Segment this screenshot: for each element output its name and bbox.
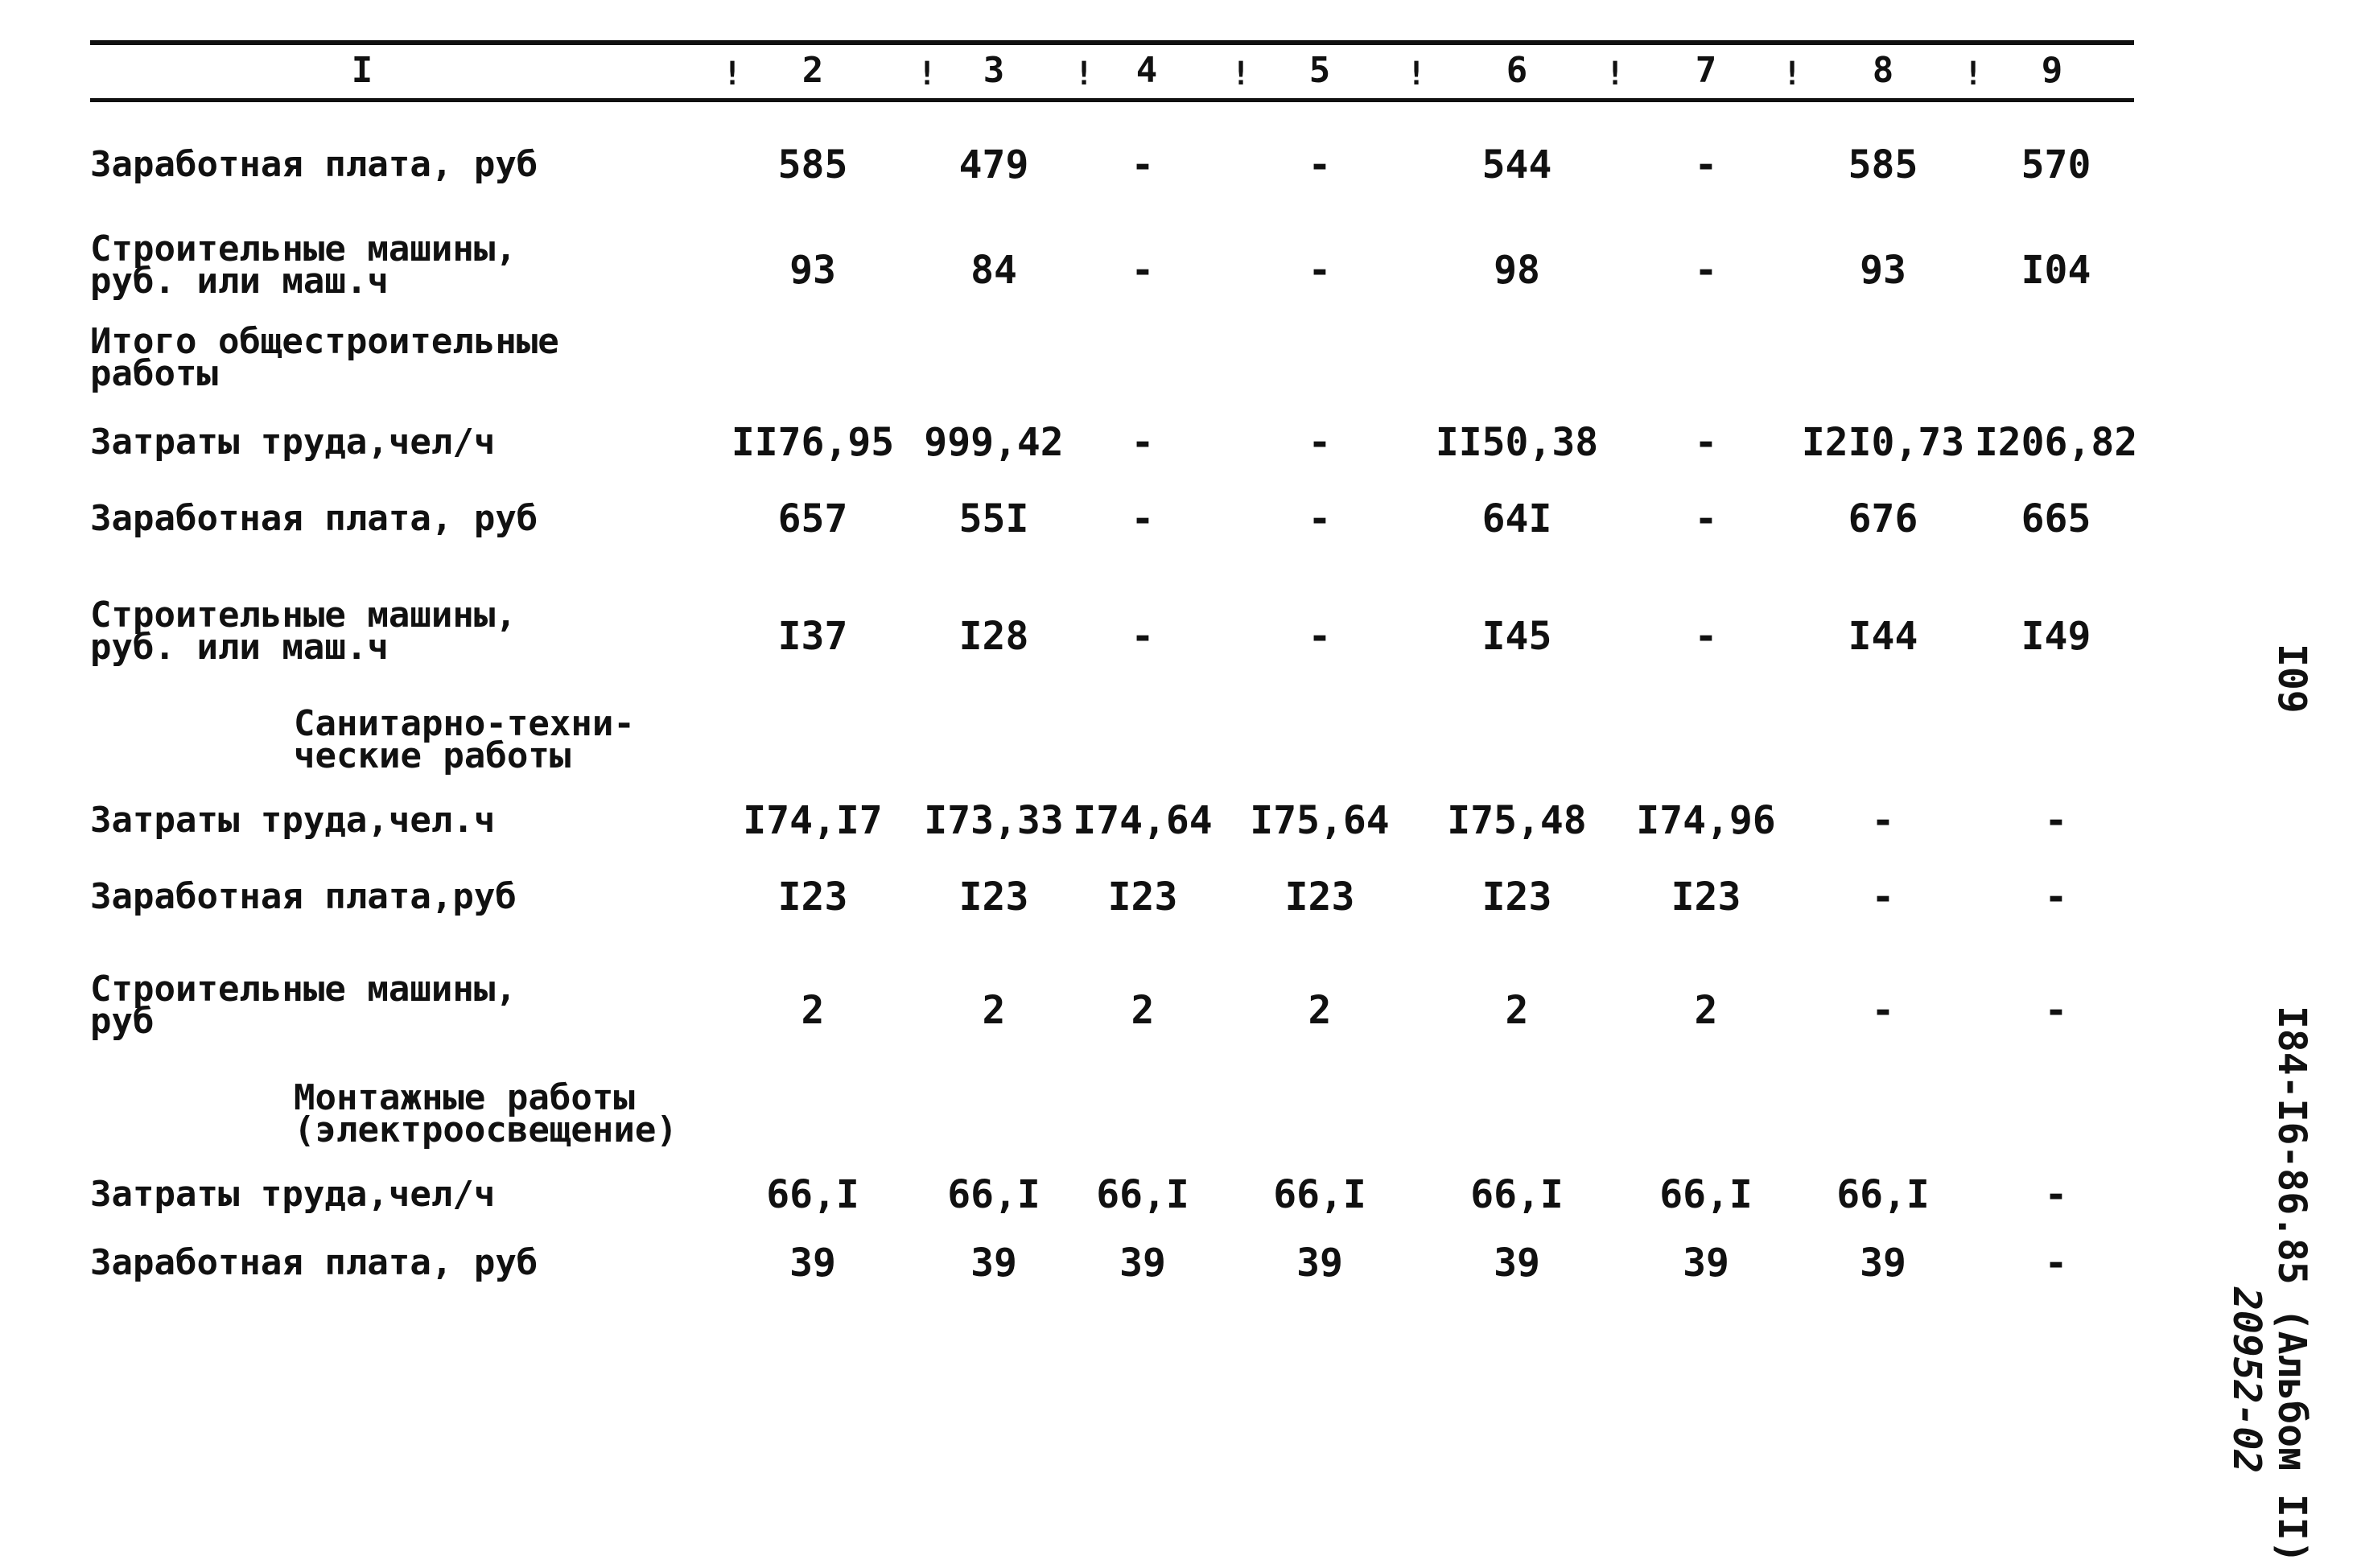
table-cell: 39 — [1296, 1241, 1343, 1286]
row-label — [90, 321, 559, 394]
table-cell: I44 — [1848, 614, 1918, 659]
row-label — [90, 1174, 496, 1215]
table-cell: I75,48 — [1447, 798, 1587, 843]
row-label-line: Строительные машины, — [90, 228, 517, 270]
table-cell: 66,I — [1096, 1172, 1189, 1217]
table-cell: - — [2044, 798, 2068, 843]
row-label-line: Заработная плата, руб — [90, 1242, 538, 1283]
column-separator: ! — [1231, 56, 1251, 93]
row-label — [90, 876, 517, 917]
table-cell: 66,I — [1470, 1172, 1564, 1217]
table-cell: 39 — [1860, 1241, 1906, 1286]
table-cell: I206,82 — [1974, 420, 2138, 465]
column-separator: ! — [917, 56, 937, 93]
table-cell: 665 — [2021, 496, 2091, 541]
row-label — [90, 498, 538, 539]
table-cell: - — [1694, 142, 1718, 187]
table-cell: 39 — [1683, 1241, 1729, 1286]
table-cell: I49 — [2021, 614, 2091, 659]
table-cell: - — [1308, 248, 1332, 293]
table-cell: - — [1308, 420, 1332, 465]
table-cell: 39 — [1119, 1241, 1166, 1286]
row-label-line: руб. или маш.ч — [90, 627, 389, 668]
table-cell: - — [1871, 875, 1895, 920]
column-header-3: 3 — [983, 50, 1005, 91]
table-cell: 55I — [958, 496, 1029, 541]
column-separator: ! — [1407, 56, 1427, 93]
column-separator: ! — [1963, 56, 1984, 93]
row-label — [90, 800, 496, 841]
table-cell: - — [1131, 496, 1155, 541]
table-cell: - — [1308, 496, 1332, 541]
row-label — [90, 595, 517, 668]
table-cell: I75,64 — [1250, 798, 1390, 843]
archive-number: 20952-02 — [2224, 1287, 2269, 1474]
table-cell: - — [1131, 420, 1155, 465]
row-label — [90, 144, 538, 185]
row-label-line: Санитарно-техни- — [294, 703, 635, 744]
table-cell: 64I — [1481, 496, 1552, 541]
table-cell: 585 — [1848, 142, 1918, 187]
row-label-line: Заработная плата,руб — [90, 876, 517, 917]
row-label-line: Затраты труда,чел/ч — [90, 422, 496, 463]
section-heading — [294, 703, 635, 776]
table-cell: I23 — [777, 875, 848, 920]
table-cell: 999,42 — [924, 420, 1064, 465]
table-cell: I74,64 — [1073, 798, 1213, 843]
column-separator: ! — [723, 56, 743, 93]
table-cell: - — [1694, 496, 1718, 541]
column-separator: ! — [1605, 56, 1626, 93]
table-cell: 93 — [1860, 248, 1906, 293]
row-label — [90, 969, 517, 1042]
table-cell: 2 — [1131, 988, 1155, 1033]
table-cell: - — [1694, 248, 1718, 293]
table-header-rule — [90, 98, 2134, 102]
row-label-line: Заработная плата, руб — [90, 144, 538, 185]
table-cell: 676 — [1848, 496, 1918, 541]
table-cell: I74,I7 — [743, 798, 883, 843]
table-cell: 2 — [1505, 988, 1529, 1033]
table-cell: 66,I — [947, 1172, 1040, 1217]
table-cell: - — [2044, 1172, 2068, 1217]
table-cell: I23 — [1481, 875, 1552, 920]
table-cell: 2 — [1694, 988, 1718, 1033]
row-label-line: Заработная плата, руб — [90, 498, 538, 539]
table-cell: - — [1694, 420, 1718, 465]
table-cell: 66,I — [766, 1172, 859, 1217]
table-cell: - — [2044, 1241, 2068, 1286]
table-cell: 84 — [970, 248, 1017, 293]
table-cell: 66,I — [1659, 1172, 1753, 1217]
table-cell: - — [1308, 614, 1332, 659]
table-cell: - — [1131, 248, 1155, 293]
table-cell: 39 — [1494, 1241, 1540, 1286]
table-cell: 66,I — [1836, 1172, 1930, 1217]
document-code: I84-I6-86.85 (Альбом II) — [2269, 1006, 2314, 1564]
table-cell: I73,33 — [924, 798, 1064, 843]
section-heading — [294, 1077, 678, 1150]
table-cell: 479 — [958, 142, 1029, 187]
table-cell: - — [2044, 988, 2068, 1033]
row-label-line: Строительные машины, — [90, 595, 517, 636]
table-cell: 544 — [1481, 142, 1552, 187]
row-label-line: Строительные машины, — [90, 969, 517, 1010]
row-label — [90, 228, 517, 302]
column-separator: ! — [1782, 56, 1803, 93]
table-cell: II50,38 — [1435, 420, 1599, 465]
table-cell: 93 — [789, 248, 836, 293]
row-label-line: Монтажные работы — [294, 1077, 635, 1118]
table-cell: 39 — [789, 1241, 836, 1286]
column-header-1: I — [351, 50, 373, 91]
column-separator: ! — [1074, 56, 1094, 93]
table-cell: I37 — [777, 614, 848, 659]
table-cell: - — [1131, 142, 1155, 187]
column-header-9: 9 — [2041, 50, 2063, 91]
column-header-2: 2 — [801, 50, 824, 91]
table-cell: 657 — [777, 496, 848, 541]
page-number: I09 — [2269, 644, 2314, 714]
table-cell: I23 — [958, 875, 1029, 920]
table-cell: I2I0,73 — [1801, 420, 1965, 465]
row-label-line: Затраты труда,чел.ч — [90, 800, 496, 841]
table-cell: 39 — [970, 1241, 1017, 1286]
column-header-7: 7 — [1695, 50, 1717, 91]
column-header-8: 8 — [1872, 50, 1894, 91]
table-cell: - — [1694, 614, 1718, 659]
table-cell: I23 — [1284, 875, 1355, 920]
table-cell: - — [1131, 614, 1155, 659]
table-cell: II76,95 — [731, 420, 895, 465]
table-cell: I23 — [1107, 875, 1178, 920]
column-header-4: 4 — [1135, 50, 1158, 91]
row-label-line: работы — [90, 353, 218, 394]
table-cell: 570 — [2021, 142, 2091, 187]
table-cell: - — [1308, 142, 1332, 187]
row-label-line: Затраты труда,чел/ч — [90, 1174, 496, 1215]
table-cell: - — [2044, 875, 2068, 920]
table-cell: 2 — [1308, 988, 1332, 1033]
table-cell: I74,96 — [1636, 798, 1776, 843]
table-cell: 2 — [801, 988, 825, 1033]
column-header-6: 6 — [1506, 50, 1528, 91]
table-cell: 585 — [777, 142, 848, 187]
row-label-line: ческие работы — [294, 735, 571, 776]
table-cell: I45 — [1481, 614, 1552, 659]
table-cell: I28 — [958, 614, 1029, 659]
table-cell: 98 — [1494, 248, 1540, 293]
row-label — [90, 422, 496, 463]
table-cell: - — [1871, 988, 1895, 1033]
column-header-5: 5 — [1308, 50, 1331, 91]
table-cell: 2 — [982, 988, 1006, 1033]
table-cell: 66,I — [1273, 1172, 1366, 1217]
row-label-line: руб. или маш.ч — [90, 261, 389, 302]
row-label — [90, 1242, 538, 1283]
row-label-line: руб — [90, 1001, 155, 1042]
table-cell: - — [1871, 798, 1895, 843]
row-label-line: Итого общестроительные — [90, 321, 559, 362]
table-cell: I04 — [2021, 248, 2091, 293]
row-label-line: (электроосвещение) — [294, 1109, 678, 1150]
table-cell: I23 — [1671, 875, 1741, 920]
